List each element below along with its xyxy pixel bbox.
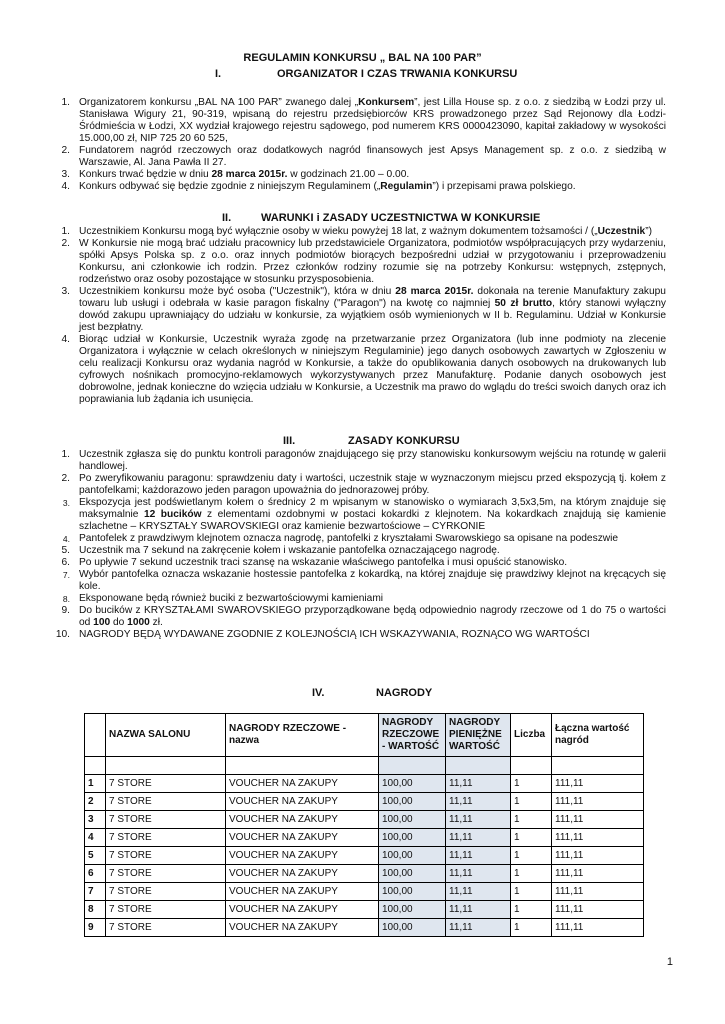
table-cell: 7 (85, 883, 106, 901)
table-cell: 111,11 (552, 793, 644, 811)
table-row (85, 847, 644, 865)
emphasis-text: Uczestnik (597, 226, 646, 237)
table-cell: 7 STORE (106, 811, 226, 829)
table-cell: 7 STORE (106, 829, 226, 847)
list-item-text: z elementami ozdobnymi w postaci kokardki z klejnotem. Na kokardkach znajdują się kamienie szlachetne – KRYSZTAŁY SWAROVSKIEGI oraz kamienie bezwartościowe – CYRKONIE (79, 509, 666, 532)
list-item-number: 4. (61, 181, 70, 192)
emphasis-text: 28 marca 2015r. (395, 286, 474, 297)
table-cell: 1 (511, 829, 552, 847)
list-item-number: 2. (61, 473, 70, 484)
emphasis-text: Regulamin (380, 181, 433, 192)
table-cell: 111,11 (552, 829, 644, 847)
list-item-text: Organizatorem konkursu „BAL NA 100 PAR” zwanego dalej „ (79, 97, 359, 108)
prizes-table (84, 713, 644, 937)
section-1-number: I. (215, 68, 222, 80)
table-cell: 1 (511, 865, 552, 883)
list-item (50, 238, 666, 286)
list-item-text: W Konkursie nie mogą brać udziału pracownicy lub przedstawiciele Organizatora, podmiotów współpracujących przy wydarzeniu, spółki Apsys Polska sp. z o.o. oraz innych podmiotów biorących bezpośredni udział w przygotowaniu i przeprowadzeniu Konkursu, ani członkowie ich rodzin. Przez członków rodziny rozumie się na potrzeby Konkursu: wstępnych, zstępnych, rodzeństwo oraz osoby pozostające w stosunku przysposobienia. (79, 238, 666, 285)
list-item-text: Fundatorem nagród rzeczowych oraz dodatkowych nagród finansowych jest Apsys Management sp. z o.o. z siedzibą w Warszawie, Al. Jana Pawła II 27. (79, 145, 666, 168)
emphasis-text: Konkursem (358, 97, 415, 108)
table-cell: 5 (85, 847, 106, 865)
list-item-number: 5. (61, 545, 70, 556)
table-cell: 111,11 (552, 775, 644, 793)
table-cell: VOUCHER NA ZAKUPY (226, 775, 379, 793)
table-cell: VOUCHER NA ZAKUPY (226, 847, 379, 865)
list-item-number: 2. (61, 145, 70, 156)
table-cell: 6 (85, 865, 106, 883)
emphasis-text: 1000 (127, 617, 150, 628)
document-title: REGULAMIN KONKURSU „ BAL NA 100 PAR” (243, 52, 482, 64)
emphasis-text: 12 bucików (143, 509, 202, 520)
table-cell: 111,11 (552, 847, 644, 865)
table-cell: VOUCHER NA ZAKUPY (226, 919, 379, 937)
list-item-text: w godzinach 21.00 – 0.00. (287, 169, 410, 180)
table-cell: 9 (85, 919, 106, 937)
emphasis-text: 100 (93, 617, 111, 628)
section-1-list (50, 97, 666, 193)
table-cell: 1 (511, 775, 552, 793)
section-1-title: ORGANIZATOR I CZAS TRWANIA KONKURSU (277, 68, 518, 80)
list-item-number: 3. (61, 286, 70, 297)
list-item-text: Po upływie 7 sekund uczestnik traci szansę na wskazanie właściwego pantofelka i musi opuścić stanowisko. (79, 557, 568, 568)
list-item-text: zł. (149, 617, 163, 628)
table-cell: 100,00 (379, 901, 446, 919)
list-item-number: 2. (61, 238, 70, 249)
list-item-text: ”) (645, 226, 652, 237)
list-item-text: Biorąc udział w Konkursie, Uczestnik wyraża zgodę na przetwarzanie przez Organizatora (lub inne podmioty na zlecenie Organizatora i wyłącznie w celach określonych w niniejszym Regulaminie) jego danych osobowych zawartych w Zgłoszeniu w celu realizacji Konkursu oraz wydania nagród w Konkursie, a także do opublikowania danych osobowych na drukowanych lub cyfrowych nośnikach promocyjno-reklamowych wykorzystywanych przez Manufakturę. Podanie danych osobowych jest dobrowolne, jednak konieczne do wzięcia udziału w Konkursie, a Uczestnik ma prawo do wglądu do treści swoich danych oraz ich poprawiania lub żądania ich usunięcia. (79, 334, 666, 405)
section-2-title: WARUNKI i ZASADY UCZESTNICTWA W KONKURSIE (261, 212, 541, 224)
table-cell: 11,11 (446, 865, 511, 883)
list-item-text: Wybór pantofelka oznacza wskazanie hostessie pantofelka z kokardką, na której znajduje się prawdziwy klejnot na kręcących się kole. (79, 569, 666, 592)
list-item (50, 334, 666, 406)
col-header-cash-value: NAGRODY PIENIĘŻNE WARTOŚĆ (446, 714, 511, 757)
table-row (85, 865, 644, 883)
table-cell: 100,00 (379, 793, 446, 811)
list-item-text: ”, jest Lilla House sp. z o.o. z siedzibą w Łodzi przy ul. Stanisława Wigury 21, 90-319, wpisaną do rejestru przedsiębiorców KRS prowadzonego przez Sąd Rejonowy dla Łodzi-Śródmieścia w Łodzi, XX wydział krajowego rejestru sądowego, pod numerem KRS 0000423090, kapitał zakładowy w wysokości 15.000,00 zł, NIP 725 20 60 525, (79, 97, 666, 144)
table-row (85, 919, 644, 937)
list-item (50, 169, 666, 181)
table-cell: 11,11 (446, 793, 511, 811)
page-number: 1 (666, 956, 673, 968)
section-3-list (50, 449, 666, 641)
col-header-count: Liczba (511, 714, 552, 757)
list-item (50, 286, 666, 334)
list-item-text: Eksponowane będą również buciki z bezwartościowymi kamieniami (79, 593, 384, 604)
table-spacer-row (85, 757, 644, 775)
emphasis-text: 50 zł brutto (494, 298, 553, 309)
list-item-text: ”) i przepisami prawa polskiego. (432, 181, 576, 192)
table-cell: 7 STORE (106, 775, 226, 793)
table-cell: 11,11 (446, 775, 511, 793)
table-row (85, 775, 644, 793)
col-header-prize-name: NAGRODY RZECZOWE - nazwa (226, 714, 379, 757)
section-2-list (50, 226, 666, 406)
table-cell: 100,00 (379, 883, 446, 901)
list-item-text: Konkurs odbywać się będzie zgodnie z niniejszym Regulaminem („ (79, 181, 381, 192)
col-header-salon: NAZWA SALONU (106, 714, 226, 757)
list-item-text: Uczestnikiem Konkursu mogą być wyłącznie osoby w wieku powyżej 18 lat, z ważnym dokumentem tożsamości / („ (79, 226, 598, 237)
list-item (50, 449, 666, 473)
col-header-total: Łączna wartość nagród (552, 714, 644, 757)
list-item-number: 1. (61, 97, 70, 108)
list-item-number: 3. (61, 169, 70, 180)
list-item-number: 10. (55, 629, 70, 640)
table-cell: 111,11 (552, 811, 644, 829)
table-cell: 11,11 (446, 883, 511, 901)
section-4-title: NAGRODY (376, 687, 433, 699)
table-cell: 2 (85, 793, 106, 811)
list-item-text: Uczestnik zgłasza się do punktu kontroli paragonów znajdującego się przy stanowisku konkursowym wejściu na rotundę w galerii handlowej. (79, 449, 666, 472)
list-item-text: Pantofelek z prawdziwym klejnotem oznacza nagrodę, pantofelki z kryształami Swarowskiego sa opisane na podeszwie (79, 533, 619, 544)
table-header-row (85, 714, 644, 757)
table-cell: VOUCHER NA ZAKUPY (226, 883, 379, 901)
table-cell: 100,00 (379, 865, 446, 883)
table-row (85, 793, 644, 811)
table-cell: 1 (511, 793, 552, 811)
table-cell: 11,11 (446, 847, 511, 865)
table-cell: 7 STORE (106, 793, 226, 811)
section-3-title: ZASADY KONKURSU (348, 435, 460, 447)
table-cell: 111,11 (552, 865, 644, 883)
list-item-text: Uczestnikiem konkursu może być osoba ("Uczestnik"), która w dniu (79, 286, 396, 297)
table-cell: 100,00 (379, 811, 446, 829)
table-cell: 1 (511, 883, 552, 901)
table-cell: 3 (85, 811, 106, 829)
list-item-text: Po zweryfikowaniu paragonu: sprawdzeniu daty i wartości, uczestnik staje w wyznaczonym miejscu przed ekspozycją tj. kołem z pantofelkami; każdorazowo jeden paragon upoważnia do jednorazowej próby. (79, 473, 666, 496)
table-cell: 7 STORE (106, 919, 226, 937)
list-item (50, 181, 666, 193)
table-cell: 111,11 (552, 901, 644, 919)
table-row (85, 811, 644, 829)
col-header-prize-value: NAGRODY RZECZOWE - WARTOŚĆ (379, 714, 446, 757)
section-3-number: III. (283, 435, 296, 447)
table-cell: 1 (511, 847, 552, 865)
prizes-table-body (85, 757, 644, 937)
table-cell: 11,11 (446, 901, 511, 919)
list-item-text: NAGRODY BĘDĄ WYDAWANE ZGODNIE Z KOLEJNOŚCIĄ ICH WSKAZYWANIA, ROZNĄCO WG WARTOŚCI (79, 629, 590, 640)
col-header-lp (85, 714, 106, 757)
list-item (50, 145, 666, 169)
list-item (50, 629, 666, 641)
table-cell: 1 (511, 811, 552, 829)
list-item (50, 473, 666, 497)
list-item (50, 97, 666, 145)
table-cell: 11,11 (446, 919, 511, 937)
list-item-number: 3. (62, 498, 70, 508)
list-item-number: 4. (62, 534, 70, 544)
list-item-text: dokonała na terenie Manufaktury zakupu towaru lub usługi i odebrała w kasie paragon fiskalny ("Paragon") na kwotę co najmniej (79, 286, 666, 309)
table-cell: 11,11 (446, 829, 511, 847)
table-cell: 111,11 (552, 883, 644, 901)
table-cell: 7 STORE (106, 865, 226, 883)
table-cell: 100,00 (379, 775, 446, 793)
list-item-text: Uczestnik ma 7 sekund na zakręcenie kołem i wskazanie pantofelka oznaczającego nagrodę. (79, 545, 500, 556)
table-cell: 100,00 (379, 919, 446, 937)
table-cell: 8 (85, 901, 106, 919)
list-item (50, 557, 666, 569)
list-item-number: 1. (61, 449, 70, 460)
table-cell: 100,00 (379, 847, 446, 865)
emphasis-text: 28 marca 2015r. (211, 169, 288, 180)
table-cell: 7 STORE (106, 901, 226, 919)
list-item (50, 545, 666, 557)
section-2-number: II. (222, 212, 232, 224)
list-item (50, 533, 666, 545)
list-item (50, 593, 666, 605)
table-cell: 11,11 (446, 811, 511, 829)
table-row (85, 901, 644, 919)
table-cell: 4 (85, 829, 106, 847)
table-cell: 7 STORE (106, 883, 226, 901)
table-cell: VOUCHER NA ZAKUPY (226, 793, 379, 811)
table-cell: VOUCHER NA ZAKUPY (226, 901, 379, 919)
list-item-number: 6. (61, 557, 70, 568)
table-cell: 7 STORE (106, 847, 226, 865)
list-item-number: 8. (62, 594, 70, 604)
list-item (50, 497, 666, 533)
table-cell: 100,00 (379, 829, 446, 847)
list-item-number: 4. (61, 334, 70, 345)
list-item (50, 226, 666, 238)
table-cell: VOUCHER NA ZAKUPY (226, 811, 379, 829)
table-cell: 1 (511, 919, 552, 937)
table-row (85, 883, 644, 901)
list-item-number: 9. (61, 605, 70, 616)
list-item (50, 605, 666, 629)
list-item-number: 1. (61, 226, 70, 237)
list-item-number: 7. (62, 570, 70, 580)
table-cell: VOUCHER NA ZAKUPY (226, 865, 379, 883)
list-item (50, 569, 666, 593)
table-cell: VOUCHER NA ZAKUPY (226, 829, 379, 847)
list-item-text: Konkurs trwać będzie w dniu (79, 169, 212, 180)
table-cell: 1 (511, 901, 552, 919)
table-cell: 1 (85, 775, 106, 793)
table-cell: 111,11 (552, 919, 644, 937)
table-row (85, 829, 644, 847)
list-item-text: Do bucików z KRYSZTAŁAMI SWAROVSKIEGO przyporządkowane będą odpowiednio nagrody rzeczowe od 1 do 75 o wartości od (79, 605, 666, 628)
list-item-text: , który stanowi wyłączny dowód zakupu uprawniający do udziału w konkursie, za wyjątkiem osób wymienionych w II b. Regulaminu. Udział w Konkursie jest bezpłatny. (79, 298, 666, 333)
list-item-text: do (110, 617, 128, 628)
section-4-number: IV. (312, 687, 325, 699)
list-item-text: Ekspozycja jest podświetlanym kołem o średnicy 2 m wpisanym w stanowisko o wymiarach 3,5x3,5m, na którym znajduje się maksymalnie (79, 497, 666, 520)
